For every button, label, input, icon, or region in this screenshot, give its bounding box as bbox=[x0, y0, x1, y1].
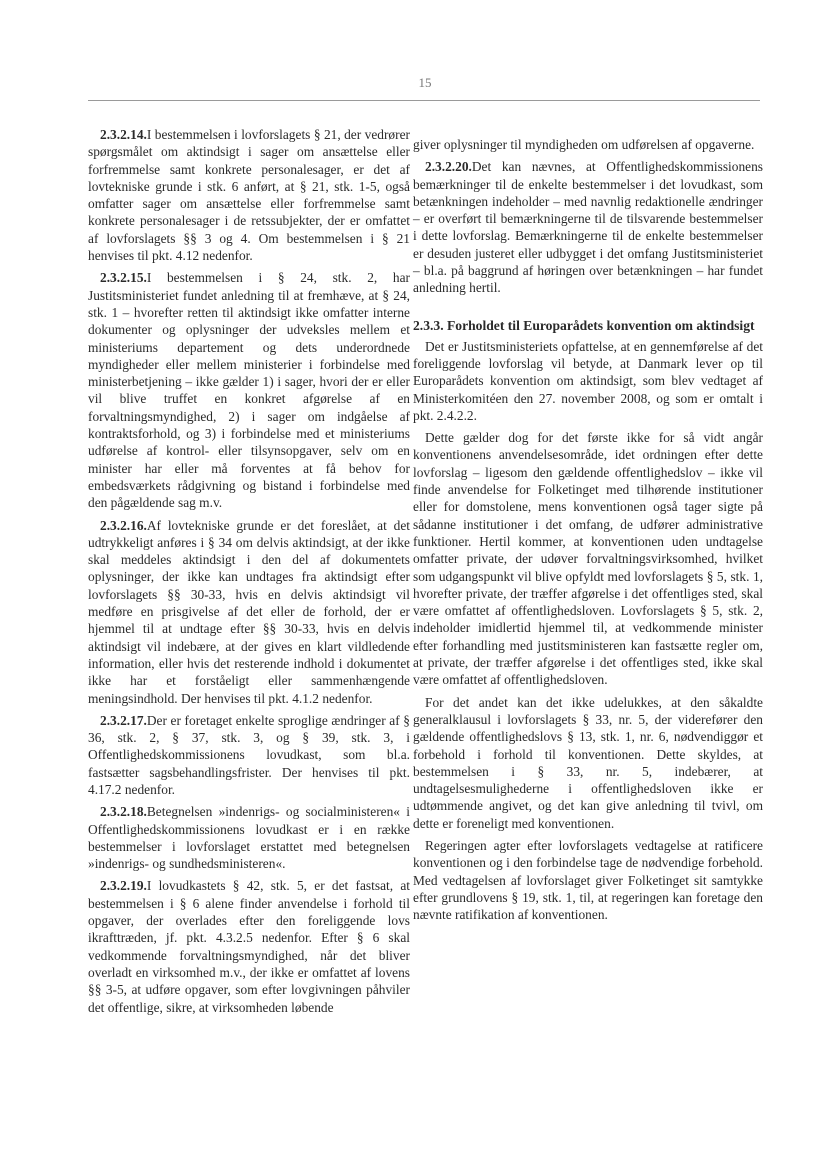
paragraph-2-3-2-15 bbox=[88, 269, 410, 511]
paragraph-2-3-2-19 bbox=[88, 877, 410, 1015]
paragraph-2-3-2-18 bbox=[88, 803, 410, 872]
paragraph-text: Der er foretaget enkelte sproglige ændringer af § 36, stk. 2, § 37, stk. 3, og § 39, stk. 3, i Offentlighedskommissionens lovudkast, som bl.a. fastsætter sagsbehandlingsfrister. Der henvises til pkt. 4.17.2 nedenfor. bbox=[88, 712, 410, 797]
paragraph-text: Betegnelsen »indenrigs- og socialministeren« i Offentlighedskommissionens lovudkast er i en række bestemmelser i lovforslaget erstattet med betegnelsen »indenrigs- og sundhedsministeren«. bbox=[88, 804, 410, 872]
section-heading: 2.3.3. Forholdet til Europarådets konvention om aktindsigt bbox=[413, 317, 755, 333]
section-number: 2.3.2.17. bbox=[100, 712, 147, 728]
left-column bbox=[88, 126, 410, 1021]
body-paragraph: Dette gælder dog for det første ikke for så vidt angår konventionens anvendelsesområde, idet ordningen efter dette lovforslag – ligesom den gældende offentlighedslov – ikke vil finde anvendelse for Folketinget med tilhørende institutioner eller for domstolene, mens konventionen også tager sigte på sådanne institutioner i det omfang, de udfører administrative funktioner. Hertil kommer, at konventionen uden undtagelse omfatter private, der udøver forvaltningsvirksomhed, hvilket som udgangspunkt vil blive opfyldt med lovforslagets § 5, stk. 1, hvorefter private, der træffer afgørelse i det offentliges sted, skal være omfattet af offentlighedsloven. Lovforslagets § 5, stk. 2, indeholder imidlertid hjemmel til, at vedkommende minister efter forhandling med justitsministeren kan fastsætte regler om, at private, der træffer afgørelse i det offentliges sted, ikke skal være omfattet af offentlighedsloven. bbox=[413, 430, 763, 688]
paragraph-2-3-2-20 bbox=[413, 158, 763, 296]
paragraph-text: I bestemmelsen i § 24, stk. 2, har Justitsministeriet fundet anledning til at fremhæve, at § 24, stk. 1 – hvorefter retten til aktindsigt ikke omfatter interne dokumenter og oplysninger der udveksles mellem et ministeriums departement og dets underordnede myndigheder eller mellem ministerier i forbindelse med ministerbetjening – ikke gælder 1) i sager, hvori der er eller vil blive truffet en konkret afgørelse af en forvaltningsmyndighed, 2) i sager om indgåelse af kontraktsforhold, og 3) i forbindelse med et ministeriums udførelse af kontrol- eller tilsynsopgaver, selv om en minister har eller må forventes at få behov for embedsværkets rådgivning og bistand i forbindelse med den pågældende sag m.v. bbox=[88, 270, 410, 511]
paragraph-2-3-2-14 bbox=[88, 126, 410, 264]
paragraph-text: Af lovtekniske grunde er det foreslået, at det udtrykkeligt anføres i § 34 om delvis aktindsigt, at der ikke skal meddeles aktindsigt i den del af dokumentets oplysninger, der ikke kan undtages fra aktindsigt efter lovforslagets §§ 30-33, hvis en delvis aktindsigt vil medføre en prisgivelse af det eller de forhold, der er hjemmel til at undtage efter §§ 30-33, hvis en delvis aktindsigt vil indebære, at der gives en klart vildledende information, eller hvis det resterende indhold i dokumentet ikke har et forståeligt eller sammenhængende meningsindhold. Der henvises til pkt. 4.1.2 nedenfor. bbox=[88, 517, 410, 706]
section-number: 2.3.2.15. bbox=[100, 270, 147, 286]
section-number: 2.3.2.14. bbox=[100, 127, 147, 142]
section-number: 2.3.2.18. bbox=[100, 804, 147, 820]
header-rule bbox=[88, 100, 760, 101]
paragraph-2-3-2-16 bbox=[88, 517, 410, 707]
body-paragraph: Det er Justitsministeriets opfattelse, at en gennemførelse af det foreliggende lovforslag vil betyde, at Danmark lever op til Europarådets konvention om aktindsigt, som blev vedtaget af Ministerkomitéen den 27. november 2008, og som er omtalt i pkt. 2.4.2.2. bbox=[413, 338, 763, 423]
section-number: 2.3.2.20. bbox=[425, 159, 472, 175]
paragraph-text: I bestemmelsen i lovforslagets § 21, der vedrører spørgsmålet om aktindsigt i sager om ansættelse eller forfremmelse samt konkrete personalesager, er det af lovtekniske grunde i stk. 6 anført, at § 21, stk. 1-5, også omfatter sager om ansættelse eller forfremmelse samt konkrete personalesager i de retssubjekter, der er omfattet af lovforslagets §§ 3 og 4. Om bestemmelsen i § 21 henvises til pkt. 4.12 nedenfor. bbox=[88, 127, 410, 264]
paragraph-2-3-2-17 bbox=[88, 712, 410, 798]
paragraph-text: I lovudkastets § 42, stk. 5, er det fastsat, at bestemmelsen i § 6 alene finder anvendelse i forhold til opgaver, der overlades efter den foreliggende lovs ikrafttræden, jf. pkt. 4.3.2.5 nedenfor. Efter § 6 skal vedkommende forvaltningsmyndighed, når det bliver overladt en virksomhed m.v., der ikke er omfattet af lovens §§ 3-5, at udføre opgaver, som efter lovgivningen påhviler det offentlige, sikre, at virksomheden løbende bbox=[88, 878, 410, 1015]
paragraph-text: Det kan nævnes, at Offentlighedskommissionens bemærkninger til de enkelte bestemmelser i det lovudkast, som betænkningen indeholder – med navnlig redaktionelle ændringer – er overført til bemærkningerne til de tilsvarende bestemmelser i dette lovforslag. Bemærkningerne til de enkelte bestemmelser er desuden justeret eller udbygget i det omfang Justitsministeriet – bl.a. på baggrund af høringen over betænkningen – har fundet anledning hertil. bbox=[413, 159, 763, 296]
right-column bbox=[413, 136, 763, 928]
continuation-paragraph: giver oplysninger til myndigheden om udførelsen af opgaverne. bbox=[413, 137, 755, 152]
section-number: 2.3.2.19. bbox=[100, 878, 147, 894]
page-number: 15 bbox=[418, 75, 432, 90]
body-paragraph: For det andet kan det ikke udelukkes, at den såkaldte generalklausul i lovforslagets § 33, nr. 5, der viderefører den gældende offentlighedslovs § 13, stk. 1, nr. 6, nødvendiggør et forbehold i forhold til konventionen. Dette skyldes, at bestemmelsen i § 33, nr. 5, indebærer, at undtagelsesmulighederne i offentlighedsloven ikke er udtømmende angivet, og det kan give anledning til tvivl, om dette er foreneligt med konventionen. bbox=[413, 694, 763, 831]
section-number: 2.3.2.16. bbox=[100, 517, 147, 533]
body-paragraph: Regeringen agter efter lovforslagets vedtagelse at ratificere konventionen og i den forbindelse tage de nødvendige forbehold. Med vedtagelsen af lovforslaget giver Folketinget sit samtykke efter grundlovens § 19, stk. 1, til, at regeringen kan foretage den nævnte ratifikation af konventionen. bbox=[413, 837, 763, 923]
